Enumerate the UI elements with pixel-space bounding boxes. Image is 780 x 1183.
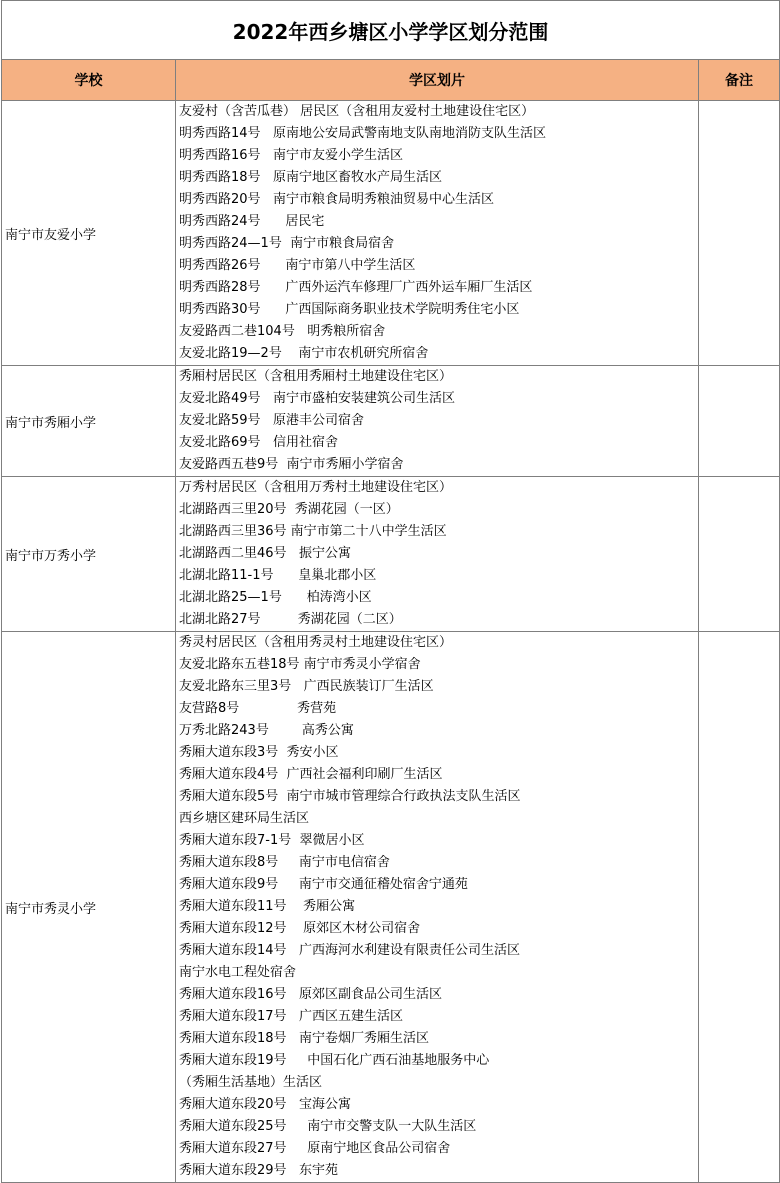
school-note: [699, 632, 780, 1183]
area-item: 秀厢大道东段27号 原南宁地区食品公司宿舍: [179, 1141, 451, 1156]
area-item: 秀厢大道东段14号 广西海河水利建设有限责任公司生活区: [179, 943, 520, 958]
area-item: 北湖北路11-1号 皇巢北郡小区: [179, 568, 377, 583]
school-row: [2, 632, 780, 1183]
area-item: 友爱北路19—2号 南宁市农机研究所宿舍: [179, 346, 429, 361]
area-item: 秀厢大道东段9号 南宁市交通征稽处宿舍宁通苑: [179, 877, 468, 892]
area-item: 友爱北路69号 信用社宿舍: [179, 435, 338, 450]
school-row: [2, 101, 780, 366]
school-area-list: [176, 366, 699, 477]
spreadsheet: [1, 0, 779, 1183]
area-item: 明秀西路24—1号 南宁市粮食局宿舍: [179, 236, 395, 251]
area-item: 北湖路西二里46号 振宁公寓: [179, 546, 351, 561]
area-item: 友爱北路东五巷18号 南宁市秀灵小学宿舍: [179, 657, 421, 672]
area-item: 秀厢大道东段16号 原郊区副食品公司生活区: [179, 987, 442, 1002]
school-row: [2, 477, 780, 632]
district-table: [1, 0, 780, 1183]
area-item: 北湖路西三里36号 南宁市第二十八中学生活区: [179, 524, 447, 539]
school-note: [699, 101, 780, 366]
area-item: 秀厢大道东段8号 南宁市电信宿舍: [179, 855, 390, 870]
area-item: 秀厢大道东段17号 广西区五建生活区: [179, 1009, 403, 1024]
header-row: [2, 60, 780, 101]
area-item: 秀厢大道东段5号 南宁市城市管理综合行政执法支队生活区: [179, 789, 521, 804]
school-area-list: [176, 632, 699, 1183]
area-item: 万秀村居民区（含租用万秀村土地建设住宅区）: [179, 480, 453, 495]
area-item: 友爱村（含苦瓜巷） 居民区（含租用友爱村土地建设住宅区）: [179, 104, 535, 119]
school-name: 南宁市秀厢小学: [2, 366, 176, 477]
header-note: 备注: [699, 60, 780, 101]
area-item: 西乡塘区建环局生活区: [179, 811, 310, 826]
area-item: 秀厢大道东段11号 秀厢公寓: [179, 899, 356, 914]
area-item: 北湖北路27号 秀湖花园（二区）: [179, 612, 402, 627]
area-item: （秀厢生活基地）生活区: [179, 1075, 323, 1090]
area-item: 明秀西路18号 原南宁地区畜牧水产局生活区: [179, 170, 442, 185]
title-row: [2, 1, 780, 60]
header-school: 学校: [2, 60, 176, 101]
school-name: 南宁市秀灵小学: [2, 632, 176, 1183]
header-area: 学区划片: [176, 60, 699, 101]
area-item: 秀厢大道东段12号 原郊区木材公司宿舍: [179, 921, 421, 936]
school-note: [699, 477, 780, 632]
area-item: 秀厢大道东段19号 中国石化广西石油基地服务中心: [179, 1053, 490, 1068]
area-item: 秀厢大道东段20号 宝海公寓: [179, 1097, 351, 1112]
school-area-list: [176, 101, 699, 366]
area-item: 秀厢大道东段3号 秀安小区: [179, 745, 339, 760]
area-item: 明秀西路16号 南宁市友爱小学生活区: [179, 148, 403, 163]
school-note: [699, 366, 780, 477]
area-item: 万秀北路243号 高秀公寓: [179, 723, 354, 738]
area-item: 秀厢大道东段18号 南宁卷烟厂秀厢生活区: [179, 1031, 429, 1046]
area-item: 秀灵村居民区（含租用秀灵村土地建设住宅区）: [179, 635, 453, 650]
area-item: 秀厢大道东段29号 东宇苑: [179, 1163, 338, 1178]
area-item: 明秀西路30号 广西国际商务职业技术学院明秀住宅小区: [179, 302, 520, 317]
area-item: 友爱北路49号 南宁市盛柏安装建筑公司生活区: [179, 391, 455, 406]
area-item: 明秀西路20号 南宁市粮食局明秀粮油贸易中心生活区: [179, 192, 494, 207]
area-item: 秀厢大道东段4号 广西社会福利印刷厂生活区: [179, 767, 443, 782]
area-item: 明秀西路24号 居民宅: [179, 214, 325, 229]
area-item: 南宁水电工程处宿舍: [179, 965, 297, 980]
area-item: 友爱北路东三里3号 广西民族装订厂生活区: [179, 679, 434, 694]
school-name: 南宁市友爱小学: [2, 101, 176, 366]
table-title: 2022年西乡塘区小学学区划分范围: [2, 1, 780, 60]
area-item: 友爱北路59号 原港丰公司宿舍: [179, 413, 364, 428]
area-item: 友爱路西二巷104号 明秀粮所宿舍: [179, 324, 386, 339]
area-item: 明秀西路14号 原南地公安局武警南地支队南地消防支队生活区: [179, 126, 546, 141]
area-item: 北湖路西三里20号 秀湖花园（一区）: [179, 502, 399, 517]
school-row: [2, 366, 780, 477]
area-item: 秀厢村居民区（含租用秀厢村土地建设住宅区）: [179, 369, 453, 384]
area-item: 秀厢大道东段25号 南宁市交警支队一大队生活区: [179, 1119, 477, 1134]
area-item: 北湖北路25—1号 柏涛湾小区: [179, 590, 372, 605]
area-item: 明秀西路26号 南宁市第八中学生活区: [179, 258, 416, 273]
area-item: 友营路8号 秀营苑: [179, 701, 337, 716]
area-item: 明秀西路28号 广西外运汽车修理厂广西外运车厢厂生活区: [179, 280, 533, 295]
area-item: 秀厢大道东段7-1号 翠微居小区: [179, 833, 365, 848]
area-item: 友爱路西五巷9号 南宁市秀厢小学宿舍: [179, 457, 404, 472]
school-name: 南宁市万秀小学: [2, 477, 176, 632]
school-area-list: [176, 477, 699, 632]
